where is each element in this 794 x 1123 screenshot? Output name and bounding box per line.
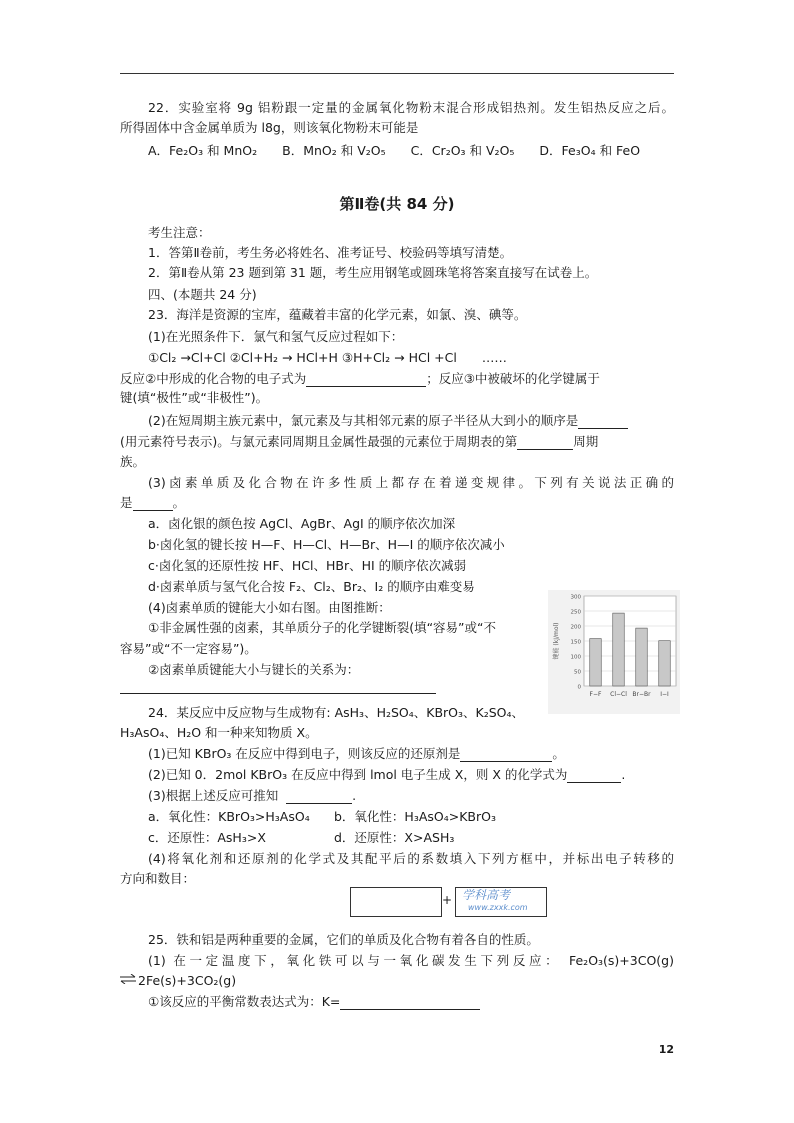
answer-blank[interactable] bbox=[306, 373, 426, 387]
answer-blank[interactable] bbox=[133, 497, 173, 511]
q23-option-b: b·卤化氢的键长按 H—F、H—Cl、H—Br、H—I 的顺序依次减小 bbox=[148, 537, 505, 552]
q23-sub4: (4)卤素单质的键能大小如右图。由图推断： bbox=[148, 600, 391, 615]
bar bbox=[590, 639, 602, 686]
y-tick-label: 100 bbox=[570, 654, 581, 661]
notice-heading: 考生注意： bbox=[148, 225, 211, 240]
q24-option-d: d．还原性：X>ASH₃ bbox=[334, 830, 455, 845]
x-tick-label: Br−Br bbox=[632, 691, 651, 698]
q23-sub1-question bbox=[120, 371, 600, 387]
q24-sub4-line1: (4)将氧化剂和还原剂的化学式及其配平后的系数填入下列方框中，并标出电子转移的 bbox=[148, 851, 674, 866]
q24-option-b: b．氧化性：H₃AsO₄>KBrO₃ bbox=[334, 809, 496, 824]
x-tick-label: Cl−Cl bbox=[610, 691, 627, 698]
q23-sub1-text-c: 键(填“极性”或“非极性”)。 bbox=[120, 390, 269, 405]
q23-sub2-text-b2: 周期 bbox=[573, 434, 599, 449]
y-axis-label: 键能 (kJ/mol) bbox=[553, 622, 560, 660]
q24-sub1 bbox=[148, 746, 565, 762]
answer-blank[interactable] bbox=[567, 769, 621, 783]
q24-sub3-text: (3)根据上述反应可推知 bbox=[148, 788, 279, 803]
q25-sub1-text-c: ①该反应的平衡常数表达式为：K= bbox=[148, 994, 341, 1009]
q23-sub4-item1b: 容易”或“不一定容易”)。 bbox=[120, 641, 257, 656]
oxidant-answer-box[interactable] bbox=[350, 887, 442, 917]
q23-sub2-text-b: (用元素符号表示)。与氯元素同周期且金属性最强的元素位于周期表的第 bbox=[120, 434, 518, 449]
plus-sign: + bbox=[442, 893, 453, 907]
q22-line2: 所得固体中含金属单质为 l8g，则该氧化物粉末可能是 bbox=[120, 120, 419, 135]
q24-sub4-line2: 方向和数目： bbox=[120, 871, 196, 886]
q23-sub4-item2: ②卤素单质键能大小与键长的关系为： bbox=[148, 662, 360, 677]
watermark-url: www.zxxk.com bbox=[468, 903, 528, 912]
q24-sub3 bbox=[148, 788, 356, 804]
x-tick-label: F−F bbox=[589, 691, 602, 698]
q23-sub2-line2 bbox=[120, 434, 598, 450]
part-heading: 四、(本题共 24 分) bbox=[148, 287, 257, 302]
q24-sub1-end: 。 bbox=[552, 746, 565, 761]
answer-blank[interactable] bbox=[460, 748, 552, 762]
y-tick-label: 200 bbox=[570, 624, 581, 631]
watermark-text: 学科高考 bbox=[462, 888, 511, 902]
page-number: 12 bbox=[658, 1043, 674, 1056]
y-tick-label: 150 bbox=[570, 639, 581, 646]
q23-sub2-text-c: 族。 bbox=[120, 454, 146, 469]
answer-blank[interactable] bbox=[517, 436, 573, 450]
bond-energy-chart-svg bbox=[548, 590, 680, 714]
q25-sub1-line1: (1) 在一定温度下，氧化铁可以与一氧化碳发生下列反应： Fe₂O₃(s)+3CO(g) bbox=[148, 953, 674, 968]
q24-sub2-text: (2)已知 0．2mol KBrO₃ 在反应中得到 lmol 电子生成 X，则 X 的化学式为 bbox=[148, 767, 568, 782]
q23-sub3-line1: (3)卤素单质及化合物在许多性质上都存在着递变规律。下列有关说法正确的 bbox=[148, 475, 674, 490]
q24-intro-b: H₃AsO₄、H₂O 和一种来知物质 X。 bbox=[120, 725, 318, 740]
q23-sub1-text-b: ；反应③中被破坏的化学键属于 bbox=[426, 371, 600, 386]
y-tick-label: 0 bbox=[577, 684, 581, 691]
answer-blank[interactable] bbox=[578, 415, 628, 429]
q23-option-d: d·卤素单质与氢气化合按 F₂、Cl₂、Br₂、I₂ 的顺序由难变易 bbox=[148, 579, 475, 594]
q23-sub1: (1)在光照条件下．氯气和氢气反应过程如下： bbox=[148, 329, 404, 344]
section-title: 第Ⅱ卷(共 84 分) bbox=[339, 195, 455, 213]
q22-line1: 22．实验室将 9g 铝粉跟一定量的金属氧化物粉末混合形成铝热剂。发生铝热反应之后。 bbox=[148, 100, 674, 115]
q24-sub3-end: . bbox=[352, 788, 357, 803]
y-tick-label: 250 bbox=[570, 609, 581, 616]
q24-sub1-text: (1)已知 KBrO₃ 在反应中得到电子，则该反应的还原剂是 bbox=[148, 746, 461, 761]
q24-sub2 bbox=[148, 767, 625, 783]
notice-item-2: 2．第Ⅱ卷从第 23 题到第 31 题，考生应用钢笔或圆珠笔将答案直接写在试卷上。 bbox=[148, 265, 598, 280]
top-rule bbox=[120, 73, 674, 74]
bar bbox=[613, 613, 625, 686]
q24-intro-a: 24．某反应中反应物与生成物有: AsH₃、H₂SO₄、KBrO₃、K₂SO₄、 bbox=[148, 705, 525, 720]
bond-energy-chart bbox=[548, 590, 680, 714]
answer-blank[interactable] bbox=[120, 680, 436, 694]
equilibrium-arrow-icon bbox=[120, 974, 136, 984]
q24-option-c: c．还原性：AsH₃>X bbox=[148, 830, 266, 845]
q23-sub3-line2 bbox=[120, 495, 185, 511]
q23-sub2-text-a: (2)在短周期主族元素中，氯元素及与其相邻元素的原子半径从大到小的顺序是 bbox=[148, 413, 579, 428]
q23-reactions: ①Cl₂ →Cl+Cl ②Cl+H₂ → HCl+H ③H+Cl₂ → HCl +Cl …… bbox=[148, 350, 507, 365]
q23-intro: 23．海洋是资源的宝库，蕴藏着丰富的化学元素，如氯、溴、碘等。 bbox=[148, 307, 527, 322]
answer-blank[interactable] bbox=[340, 996, 480, 1010]
q23-sub4-item1a: ①非金属性强的卤素，其单质分子的化学键断裂(填“容易”或“不 bbox=[148, 620, 497, 635]
q25-intro: 25．铁和铝是两种重要的金属，它们的单质及化合物有着各自的性质。 bbox=[148, 932, 539, 947]
q23-option-a: a．卤化银的颜色按 AgCl、AgBr、AgI 的顺序依次加深 bbox=[148, 516, 456, 531]
q23-sub3-text-b: 是 bbox=[120, 495, 133, 510]
bar bbox=[659, 641, 671, 686]
notice-item-1: 1．答第Ⅱ卷前，考生务必将姓名、准考证号、校验码等填写清楚。 bbox=[148, 245, 513, 260]
q23-sub3-text-b2: 。 bbox=[172, 495, 186, 510]
q24-sub2-end: . bbox=[621, 767, 626, 782]
answer-blank[interactable] bbox=[286, 790, 352, 804]
q24-option-a: a．氧化性：KBrO₃>H₃AsO₄ bbox=[148, 809, 310, 824]
q23-sub1-text-a: 反应②中形成的化合物的电子式为 bbox=[120, 371, 307, 386]
q23-option-c: c·卤化氢的还原性按 HF、HCl、HBr、HI 的顺序依次减弱 bbox=[148, 558, 467, 573]
y-tick-label: 300 bbox=[570, 594, 581, 601]
q25-sub1-line3 bbox=[148, 994, 480, 1010]
q25-sub1-line2: 2Fe(s)+3CO₂(g) bbox=[138, 973, 237, 988]
q23-sub2-line1 bbox=[148, 413, 628, 429]
bar bbox=[636, 628, 648, 686]
x-tick-label: I−I bbox=[660, 691, 669, 698]
q22-options: A．Fe₂O₃ 和 MnO₂ B．MnO₂ 和 V₂O₅ C．Cr₂O₃ 和 V₂O₅ D．Fe₃O₄ 和 FeO bbox=[148, 143, 641, 158]
y-tick-label: 50 bbox=[574, 669, 581, 676]
